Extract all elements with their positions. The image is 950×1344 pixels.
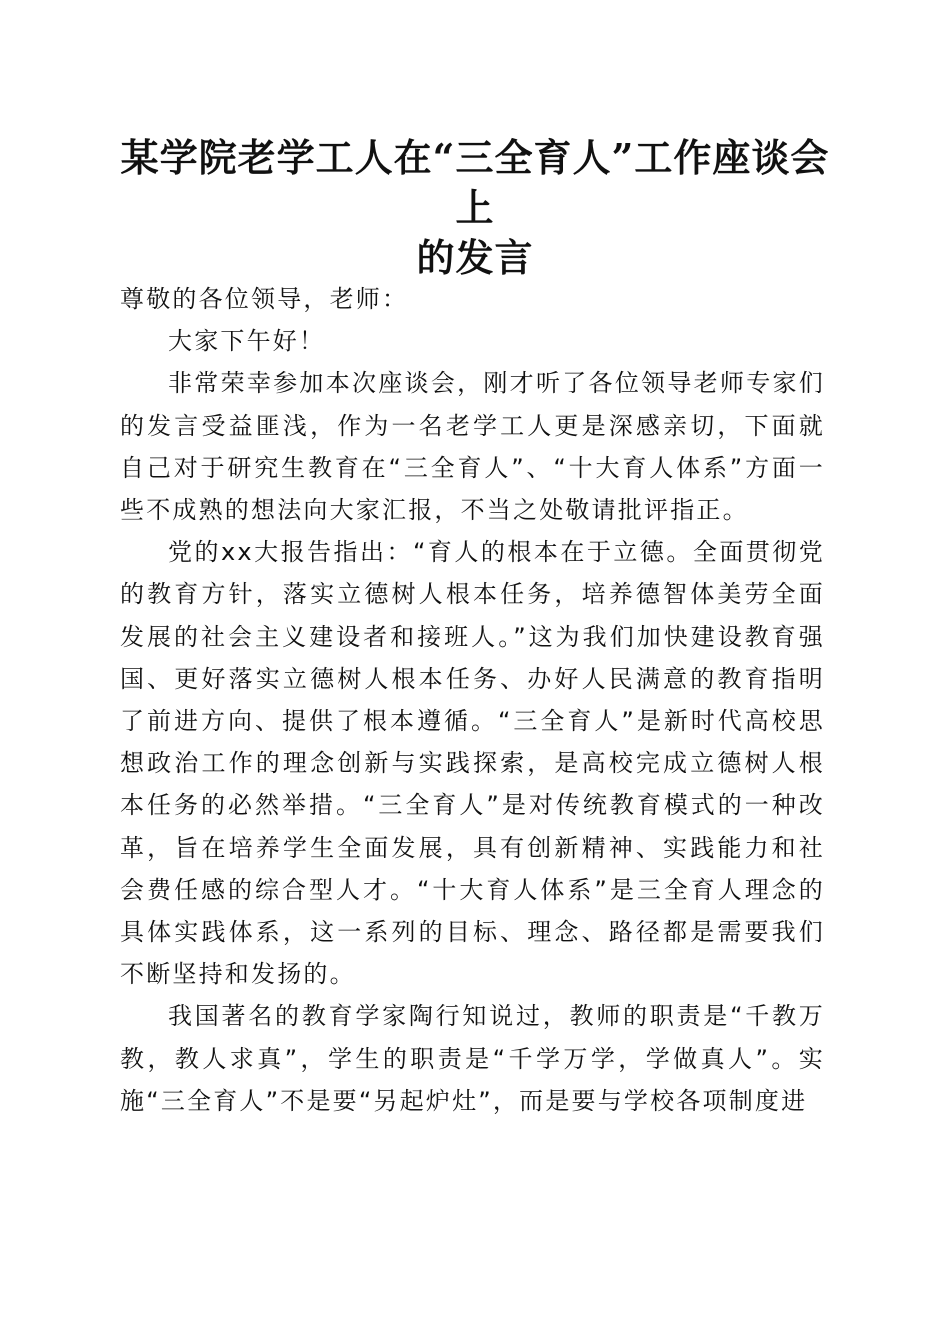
paragraph-greeting: 大家下午好！	[168, 327, 326, 356]
salutation: 尊敬的各位领导，老师：	[120, 285, 409, 313]
paragraph-opening: 非常荣幸参加本次座谈会，刚才听了各位领导老师专家们的发言受益匪浅，作为一名老学工人更是深感亲切，下面就自己对于研究生教育在“三全育人”、“十大育人体系”方面一些不成熟的想法向大家汇报，不当之处敬请批评指正。	[120, 369, 825, 525]
paragraph-tao-xingzhi: 我国著名的教育学家陶行知说过，教师的职责是“千教万教，教人求真”，学生的职责是“千学万学，学做真人”。实施“三全育人”不是要“另起炉灶”，而是要与学校各项制度进	[120, 1002, 825, 1115]
document-body	[120, 278, 825, 1122]
paragraph-report: 党的xx大报告指出：“育人的根本在于立德。全面贯彻党的教育方针，落实立德树人根本任务，培养德智体美劳全面发展的社会主义建设者和接班人。”这为我们加快建设教育强国、更好落实立德树人根本任务、办好人民满意的教育指明了前进方向、提供了根本遵循。“三全育人”是新时代高校思想政治工作的理念创新与实践探索，是高校完成立德树人根本任务的必然举措。“三全育人”是对传统教育模式的一种改革，旨在培养学生全面发展，具有创新精神、实践能力和社会费任感的综合型人才。“十大育人体系”是三全育人理念的具体实践体系，这一系列的目标、理念、路径都是需要我们不断坚持和发扬的。	[120, 538, 825, 989]
title-line-2: 的发言	[416, 235, 534, 280]
document-title	[110, 133, 840, 283]
title-line-1: 某学院老学工人在“三全育人”工作座谈会上	[120, 135, 830, 230]
